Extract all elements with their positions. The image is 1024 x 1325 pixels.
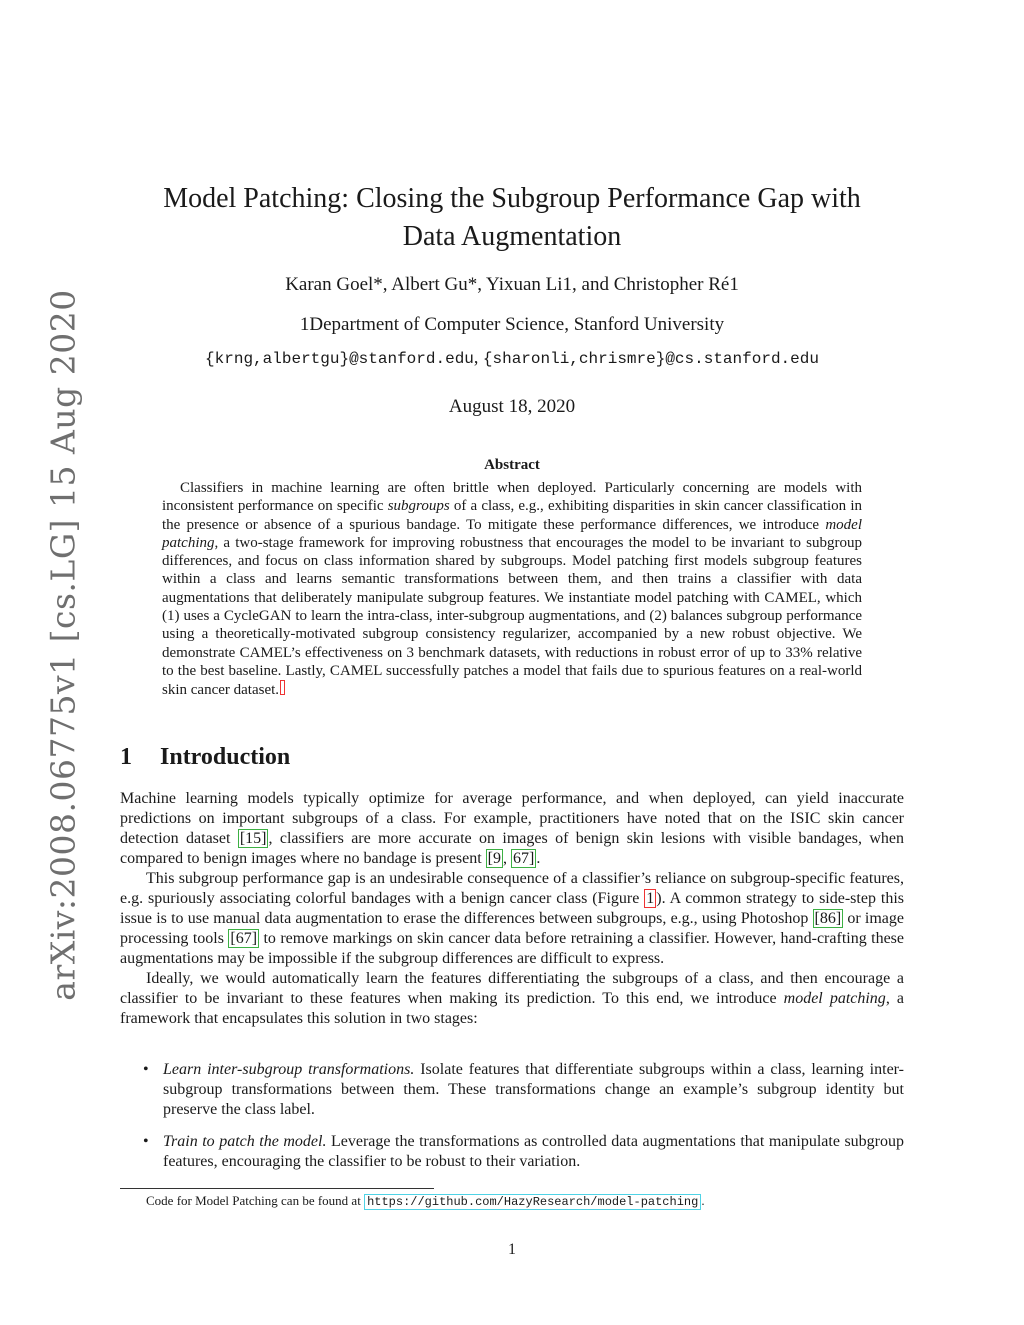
list-item-emphasis: Train to patch the model. xyxy=(163,1133,327,1150)
title-line-2: Data Augmentation xyxy=(402,221,622,252)
paper-title xyxy=(120,180,904,256)
abstract-part: , a two-stage framework for improving robustness that encourages the model to be invariant to subgroup differences, and focus on class information shared by subgroups. Model patching first models subgroup features within a class and learns semantic transformations between them, and then trains a classifier with data augmentations that deliberately manipulate subgroup features. We instantiate model patching with CAMEL, which (1) uses a CycleGAN to learn the intra-class, inter-subgroup augmentations, and (2) balances subgroup performance using a theoretically-motivated subgroup consistency regularizer, accompanied by a new robust objective. We demonstrate CAMEL’s effectiveness on 3 benchmark datasets, with reductions in robust error of up to 33% relative to the best baseline. Lastly, CAMEL successfully patches a model that fails due to spurious features on a real-world skin cancer dataset. xyxy=(162,534,862,699)
author-list: Karan Goel*, Albert Gu*, Yixuan Li1, and Christopher Ré1 xyxy=(285,274,739,295)
affiliation: 1Department of Computer Science, Stanford University xyxy=(299,314,725,335)
footnote-rule xyxy=(120,1188,434,1189)
text-run: Ideally, we would automatically learn the features differentiating the subgroups of a class, and then encourage a classifier to be invariant to these features when making its prediction. To this end, we introduce xyxy=(120,970,904,1007)
section-title: Introduction xyxy=(160,744,291,770)
abstract-text xyxy=(162,479,862,700)
email-line xyxy=(120,347,904,368)
abstract-heading: Abstract xyxy=(484,457,540,473)
code-url-link[interactable]: https://github.com/HazyResearch/model-patching xyxy=(364,1194,701,1210)
paper-date: August 18, 2020 xyxy=(448,396,576,417)
citation-link[interactable]: [86] xyxy=(814,910,842,927)
list-item-text xyxy=(163,1132,904,1172)
abstract-emphasis: model patching xyxy=(162,516,862,551)
citation-link[interactable]: 67] xyxy=(512,850,535,867)
abstract-part: of a class, e.g., exhibiting disparities in skin cancer classification in the presence or absence of a spurious bandage. To mitigate these performance differences, we introduce xyxy=(162,498,862,533)
list-item-text xyxy=(163,1060,904,1120)
list-item-body: Isolate features that differentiate subgroups within a class, learning inter-subgroup transformations between them. These transformations change an example’s subgroup identity but preserve the class label. xyxy=(163,1061,905,1118)
abstract-part: Classifiers in machine learning are often brittle when deployed. Particularly concerning are models with inconsistent performance on specific xyxy=(162,480,862,515)
text-emphasis: model patching xyxy=(783,990,886,1007)
paragraph xyxy=(120,969,904,1029)
email-group-1[interactable]: {krng,albertgu}@stanford.edu xyxy=(205,350,474,368)
title-line-1: Model Patching: Closing the Subgroup Performance Gap with xyxy=(163,183,861,214)
list-item xyxy=(120,1132,904,1172)
text-run: or image processing tools xyxy=(120,910,905,947)
section-heading xyxy=(120,744,290,771)
page-number: 1 xyxy=(508,1241,516,1258)
introduction-body xyxy=(120,789,904,1029)
bullet-dot: • xyxy=(143,1061,149,1078)
citation-link[interactable]: [15] xyxy=(239,830,267,847)
text-run: Machine learning models typically optimize for average performance, and when deployed, can yield inaccurate predictions on important subgroups of a class. For example, practitioners have noted that on the ISIC skin cancer detection dataset xyxy=(120,790,904,847)
text-run: This subgroup performance gap is an undesirable consequence of a classifier’s reliance on subgroup-specific features, e.g. spuriously associating colorful bandages with a benign cancer class (Figure xyxy=(120,870,904,907)
bullet-dot: • xyxy=(143,1133,149,1150)
paragraph xyxy=(120,789,904,869)
abstract-emphasis: subgroups xyxy=(387,498,450,515)
citation-link[interactable]: [67] xyxy=(230,930,258,947)
citation-link[interactable]: [9 xyxy=(487,850,501,867)
footnote xyxy=(146,1193,705,1209)
arxiv-identifier[interactable]: arXiv:2008.06775v1 [cs.LG] 15 Aug 2020 xyxy=(43,289,83,1001)
list-item-emphasis: Learn inter-subgroup transformations. xyxy=(163,1061,415,1078)
footnote-text: . xyxy=(701,1193,705,1208)
text-run: , xyxy=(502,850,511,867)
list-item-body: Leverage the transformations as controlled data augmentations that manipulate subgroup features, encouraging the classifier to be robust to their variation. xyxy=(163,1133,905,1170)
text-run: ). A common strategy to side-step this issue is to use manual data augmentation to erase the differences between subgroups, e.g., using Photoshop xyxy=(120,890,904,927)
text-run: , classifiers are more accurate on images of benign skin lesions with visible bandages, when compared to benign images where no bandage is present xyxy=(120,830,904,867)
email-group-2[interactable]: {sharonli,chrismre}@cs.stanford.edu xyxy=(482,350,819,368)
figure-link[interactable]: 1 xyxy=(646,890,655,907)
text-run: to remove markings on skin cancer data before retraining a classifier. However, hand-crafting these augmentations may be impossible if the subgroup differences are difficult to express. xyxy=(120,930,904,967)
text-run: . xyxy=(536,850,541,867)
footnote-text: Code for Model Patching can be found at xyxy=(146,1193,365,1208)
list-item xyxy=(120,1060,904,1120)
footnote-link[interactable] xyxy=(280,680,285,695)
email-separator: , xyxy=(473,347,483,367)
paragraph xyxy=(120,869,904,969)
text-run: , a framework that encapsulates this solution in two stages: xyxy=(120,990,904,1027)
section-number: 1 xyxy=(120,744,132,770)
